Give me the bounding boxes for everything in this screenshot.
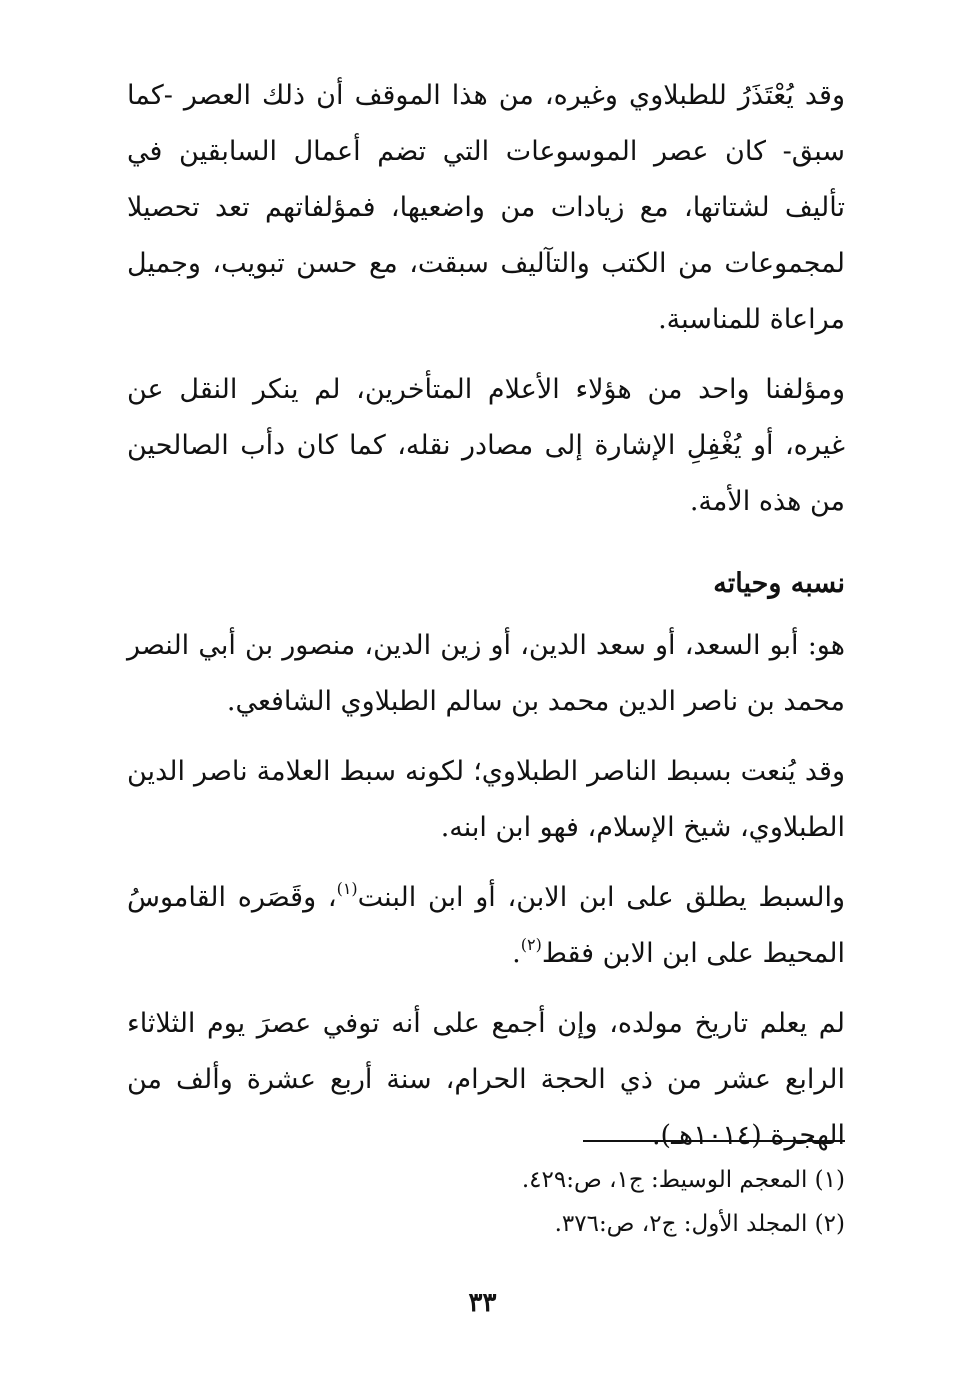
footnote-2: (٢) المجلد الأول: ج٢، ص:٣٧٦. [554,1211,845,1237]
paragraph-death-date: لم يعلم تاريخ مولده، وإن أجمع على أنه توفي عصرَ يوم الثلاثاء الرابع عشر من ذي الحجة الحرام، سنة أربع عشرة وألف من الهجرة (١٠١٤هـ). [127,1008,845,1151]
section-heading: نسبه وحياته [713,568,845,599]
paragraph-sibt-definition [127,870,845,982]
sibt-text-1: والسبط يطلق على ابن الابن، أو ابن البنت [357,882,846,913]
sibt-text-2: ، وقَصَره القاموسُ المحيط على ابن الابن فقط [127,882,845,969]
main-text [127,68,845,1178]
paragraph-1: وقد يُعْتَذَرُ للطبلاوي وغيره، من هذا الموقف أن ذلك العصر -كما سبق- كان عصر الموسوعات التي تضم أعمال السابقين في تأليف لشتاتها، مع زيادات من واضعيها، فمؤلفاتهم تعد تحصيلا لمجموعات من الكتب والتآليف سبقت، مع حسن تبويب، وجميل مراعاة للمناسبة. [127,80,845,335]
paragraph-epithet: وقد يُنعت بسبط الناصر الطبلاوي؛ لكونه سبط العلامة ناصر الدين الطبلاوي، شيخ الإسلام، فهو ابن ابنه. [127,756,845,843]
paragraph-2: ومؤلفنا واحد من هؤلاء الأعلام المتأخرين، لم ينكر النقل عن غيره، أو يُغْفِلِ الإشارة إلى مصادر نقله، كما كان دأب الصالحين من هذه الأمة. [127,374,845,517]
sibt-text-3: . [512,938,521,969]
footnote-ref-2: (٢) [520,935,542,954]
footnote-ref-1: (١) [336,879,358,898]
footnote-1: (١) المعجم الوسيط: ج١، ص:٤٢٩. [521,1167,845,1193]
footnote-separator [583,1140,845,1142]
page-number: ٣٣ [468,1288,497,1318]
paragraph-lineage: هو: أبو السعد، أو سعد الدين، أو زين الدين، منصور بن أبي النصر محمد بن ناصر الدين محمد بن سالم الطبلاوي الشافعي. [127,630,845,717]
footnotes [127,1158,845,1246]
